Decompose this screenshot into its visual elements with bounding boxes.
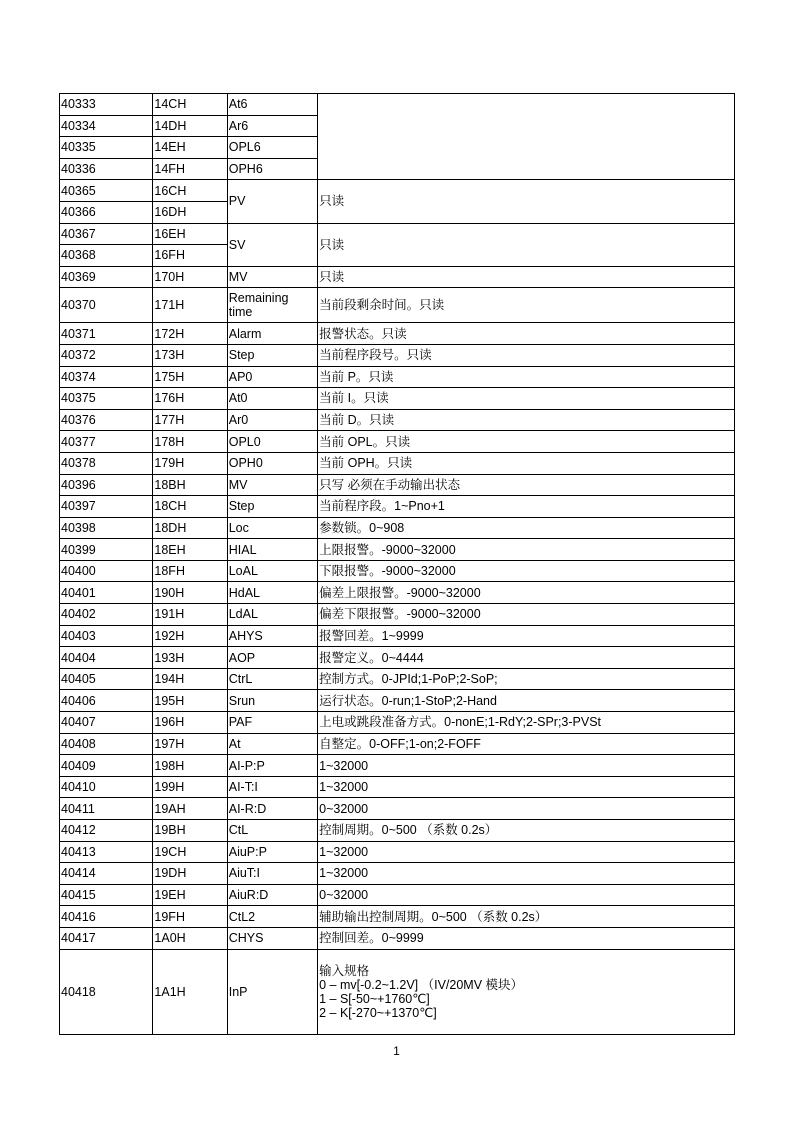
description-cell: 自整定。0-OFF;1-on;2-FOFF	[318, 733, 735, 755]
description-cell: 下限报警。-9000~32000	[318, 560, 735, 582]
hex-address-cell: 171H	[153, 288, 227, 323]
address-cell: 40369	[60, 266, 153, 288]
hex-address-cell: 18FH	[153, 560, 227, 582]
table-row	[60, 366, 735, 388]
description-cell: 1~32000	[318, 841, 735, 863]
address-cell: 40408	[60, 733, 153, 755]
param-name-cell: Loc	[227, 517, 317, 539]
table-row	[60, 668, 735, 690]
address-cell: 40400	[60, 560, 153, 582]
address-cell: 40417	[60, 927, 153, 949]
table-row	[60, 625, 735, 647]
hex-address-cell: 14CH	[153, 94, 227, 116]
param-name-cell: Step	[227, 344, 317, 366]
address-cell: 40405	[60, 668, 153, 690]
description-cell: 只读	[318, 223, 735, 266]
description-cell: 报警回差。1~9999	[318, 625, 735, 647]
table-row	[60, 539, 735, 561]
description-cell: 当前段剩余时间。只读	[318, 288, 735, 323]
description-cell: 只写 必须在手动输出状态	[318, 474, 735, 496]
table-row	[60, 712, 735, 734]
description-cell: 只读	[318, 266, 735, 288]
param-name-cell: At0	[227, 388, 317, 410]
param-name-cell: Srun	[227, 690, 317, 712]
param-name-cell: Remaining time	[227, 288, 317, 323]
description-cell: 1~32000	[318, 863, 735, 885]
param-name-cell: AOP	[227, 647, 317, 669]
table-row	[60, 863, 735, 885]
address-cell: 40414	[60, 863, 153, 885]
table-row	[60, 820, 735, 842]
description-cell: 控制方式。0-JPId;1-PoP;2-SoP;	[318, 668, 735, 690]
description-cell: 当前程序段号。只读	[318, 344, 735, 366]
hex-address-cell: 19EH	[153, 884, 227, 906]
table-row	[60, 755, 735, 777]
hex-address-cell: 16DH	[153, 201, 227, 223]
table-row	[60, 841, 735, 863]
hex-address-cell: 196H	[153, 712, 227, 734]
param-name-cell: CtrL	[227, 668, 317, 690]
address-cell: 40367	[60, 223, 153, 245]
table-row	[60, 180, 735, 202]
address-cell: 40376	[60, 409, 153, 431]
table-row	[60, 474, 735, 496]
description-cell: 控制回差。0~9999	[318, 927, 735, 949]
hex-address-cell: 18BH	[153, 474, 227, 496]
address-cell: 40371	[60, 323, 153, 345]
description-cell: 只读	[318, 180, 735, 223]
param-name-cell: At	[227, 733, 317, 755]
param-name-cell: AiuP:P	[227, 841, 317, 863]
hex-address-cell: 16CH	[153, 180, 227, 202]
description-cell: 报警定义。0~4444	[318, 647, 735, 669]
param-name-cell: OPL6	[227, 137, 317, 159]
param-name-cell: At6	[227, 94, 317, 116]
hex-address-cell: 173H	[153, 344, 227, 366]
table-row	[60, 927, 735, 949]
address-cell: 40374	[60, 366, 153, 388]
param-name-cell: HdAL	[227, 582, 317, 604]
table-row	[60, 517, 735, 539]
hex-address-cell: 172H	[153, 323, 227, 345]
hex-address-cell: 1A0H	[153, 927, 227, 949]
address-cell: 40334	[60, 115, 153, 137]
table-row	[60, 647, 735, 669]
param-name-cell: Step	[227, 496, 317, 518]
table-row	[60, 94, 735, 116]
table-row	[60, 409, 735, 431]
address-cell: 40366	[60, 201, 153, 223]
hex-address-cell: 175H	[153, 366, 227, 388]
param-name-cell: AiuT:I	[227, 863, 317, 885]
description-cell: 输入规格 0 – mv[-0.2~1.2V] （IV/20MV 模块） 1 – S[-50~+1760℃] 2 – K[-270~+1370℃]	[318, 949, 735, 1034]
hex-address-cell: 170H	[153, 266, 227, 288]
hex-address-cell: 18CH	[153, 496, 227, 518]
param-name-cell: AI-P:P	[227, 755, 317, 777]
address-cell: 40377	[60, 431, 153, 453]
param-name-cell: LdAL	[227, 604, 317, 626]
description-cell: 当前 I。只读	[318, 388, 735, 410]
description-cell: 0~32000	[318, 884, 735, 906]
hex-address-cell: 19AH	[153, 798, 227, 820]
address-cell: 40412	[60, 820, 153, 842]
table-row	[60, 604, 735, 626]
address-cell: 40407	[60, 712, 153, 734]
table-row	[60, 884, 735, 906]
description-cell: 上电或跳段准备方式。0-nonE;1-RdY;2-SPr;3-PVSt	[318, 712, 735, 734]
description-cell: 控制周期。0~500 （系数 0.2s）	[318, 820, 735, 842]
param-name-cell: OPH6	[227, 158, 317, 180]
param-name-cell: OPL0	[227, 431, 317, 453]
hex-address-cell: 192H	[153, 625, 227, 647]
hex-address-cell: 179H	[153, 452, 227, 474]
address-cell: 40333	[60, 94, 153, 116]
address-cell: 40397	[60, 496, 153, 518]
description-cell: 1~32000	[318, 776, 735, 798]
description-cell: 偏差上限报警。-9000~32000	[318, 582, 735, 604]
address-cell: 40418	[60, 949, 153, 1034]
address-cell: 40415	[60, 884, 153, 906]
address-cell: 40401	[60, 582, 153, 604]
hex-address-cell: 199H	[153, 776, 227, 798]
hex-address-cell: 14FH	[153, 158, 227, 180]
description-cell: 运行状态。0-run;1-StoP;2-Hand	[318, 690, 735, 712]
hex-address-cell: 197H	[153, 733, 227, 755]
table-row	[60, 223, 735, 245]
address-cell: 40372	[60, 344, 153, 366]
description-cell: 1~32000	[318, 755, 735, 777]
hex-address-cell: 194H	[153, 668, 227, 690]
hex-address-cell: 16EH	[153, 223, 227, 245]
param-name-cell: AiuR:D	[227, 884, 317, 906]
table-row	[60, 798, 735, 820]
param-name-cell: MV	[227, 474, 317, 496]
hex-address-cell: 176H	[153, 388, 227, 410]
hex-address-cell: 14EH	[153, 137, 227, 159]
table-row	[60, 949, 735, 1034]
description-cell: 偏差下限报警。-9000~32000	[318, 604, 735, 626]
address-cell: 40335	[60, 137, 153, 159]
param-name-cell: LoAL	[227, 560, 317, 582]
hex-address-cell: 1A1H	[153, 949, 227, 1034]
address-cell: 40375	[60, 388, 153, 410]
table-row	[60, 560, 735, 582]
hex-address-cell: 191H	[153, 604, 227, 626]
description-cell: 当前程序段。1~Pno+1	[318, 496, 735, 518]
hex-address-cell: 178H	[153, 431, 227, 453]
hex-address-cell: 19FH	[153, 906, 227, 928]
hex-address-cell: 19BH	[153, 820, 227, 842]
table-row	[60, 388, 735, 410]
param-name-cell: PAF	[227, 712, 317, 734]
table-row	[60, 906, 735, 928]
param-name-cell: SV	[227, 223, 317, 266]
param-name-cell: AI-T:I	[227, 776, 317, 798]
address-cell: 40399	[60, 539, 153, 561]
address-cell: 40413	[60, 841, 153, 863]
description-cell	[318, 94, 735, 180]
param-name-cell: Alarm	[227, 323, 317, 345]
hex-address-cell: 18DH	[153, 517, 227, 539]
hex-address-cell: 19DH	[153, 863, 227, 885]
address-cell: 40410	[60, 776, 153, 798]
address-cell: 40411	[60, 798, 153, 820]
address-cell: 40404	[60, 647, 153, 669]
table-row	[60, 288, 735, 323]
hex-address-cell: 190H	[153, 582, 227, 604]
address-cell: 40409	[60, 755, 153, 777]
table-row	[60, 323, 735, 345]
param-name-cell: PV	[227, 180, 317, 223]
param-name-cell: Ar6	[227, 115, 317, 137]
table-row	[60, 582, 735, 604]
address-cell: 40336	[60, 158, 153, 180]
address-cell: 40368	[60, 245, 153, 267]
table-row	[60, 733, 735, 755]
param-name-cell: OPH0	[227, 452, 317, 474]
param-name-cell: AP0	[227, 366, 317, 388]
address-cell: 40378	[60, 452, 153, 474]
param-name-cell: HIAL	[227, 539, 317, 561]
table-row	[60, 266, 735, 288]
param-name-cell: CtL	[227, 820, 317, 842]
hex-address-cell: 195H	[153, 690, 227, 712]
address-cell: 40370	[60, 288, 153, 323]
param-name-cell: MV	[227, 266, 317, 288]
description-cell: 当前 OPH。只读	[318, 452, 735, 474]
address-cell: 40416	[60, 906, 153, 928]
description-cell: 辅助输出控制周期。0~500 （系数 0.2s）	[318, 906, 735, 928]
description-cell: 当前 P。只读	[318, 366, 735, 388]
address-cell: 40402	[60, 604, 153, 626]
address-cell: 40406	[60, 690, 153, 712]
param-name-cell: CHYS	[227, 927, 317, 949]
table-row	[60, 431, 735, 453]
address-cell: 40403	[60, 625, 153, 647]
hex-address-cell: 18EH	[153, 539, 227, 561]
address-cell: 40396	[60, 474, 153, 496]
hex-address-cell: 177H	[153, 409, 227, 431]
table-row	[60, 344, 735, 366]
table-row	[60, 452, 735, 474]
description-cell: 报警状态。只读	[318, 323, 735, 345]
description-cell: 上限报警。-9000~32000	[318, 539, 735, 561]
description-cell: 0~32000	[318, 798, 735, 820]
hex-address-cell: 198H	[153, 755, 227, 777]
description-cell: 当前 D。只读	[318, 409, 735, 431]
param-name-cell: CtL2	[227, 906, 317, 928]
param-name-cell: InP	[227, 949, 317, 1034]
address-cell: 40398	[60, 517, 153, 539]
table-row	[60, 496, 735, 518]
param-name-cell: AHYS	[227, 625, 317, 647]
hex-address-cell: 14DH	[153, 115, 227, 137]
table-row	[60, 690, 735, 712]
table-row	[60, 776, 735, 798]
hex-address-cell: 193H	[153, 647, 227, 669]
description-cell: 当前 OPL。只读	[318, 431, 735, 453]
description-cell: 参数锁。0~908	[318, 517, 735, 539]
param-name-cell: Ar0	[227, 409, 317, 431]
param-name-cell: AI-R:D	[227, 798, 317, 820]
hex-address-cell: 19CH	[153, 841, 227, 863]
hex-address-cell: 16FH	[153, 245, 227, 267]
register-table	[59, 93, 735, 1035]
page-number: 1	[393, 1044, 400, 1058]
address-cell: 40365	[60, 180, 153, 202]
